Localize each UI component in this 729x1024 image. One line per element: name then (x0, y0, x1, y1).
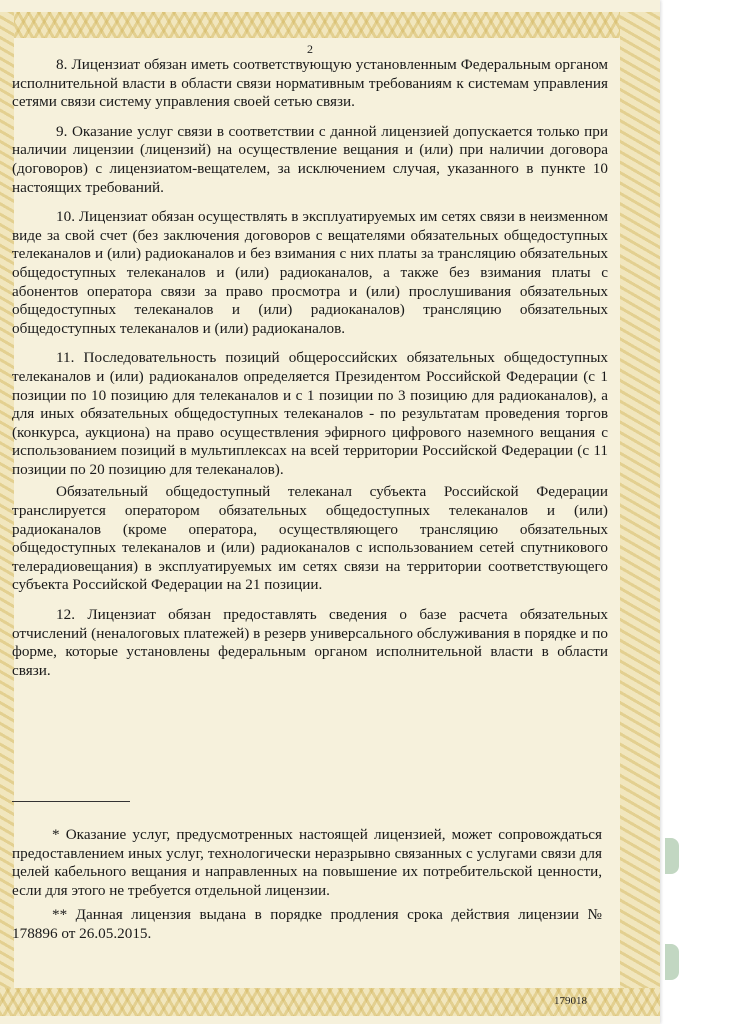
paragraph-11-continued: Обязательный общедоступный телеканал субъекта Российской Федерации транслируется оператором обязательных общедоступных телеканалов и (или) радиоканалов (кроме оператора, осуществляющего трансляцию обязательных общедоступных телеканалов и (или) радиоканалов с использованием сетей спутникового телерадиовещания) в эксплуатируемых им сетях связи на территории соответствующего субъекта Российской Федерации на 21 позиции. (12, 483, 608, 594)
page-number: 2 (307, 42, 313, 56)
footnote-divider (12, 801, 130, 802)
ornamental-border-right (620, 12, 660, 1016)
footnotes (12, 826, 602, 944)
ornamental-border-top (0, 12, 660, 38)
serial-number: 179018 (554, 995, 587, 1007)
paragraph-8: 8. Лицензиат обязан иметь соответствующую установленным Федеральным органом исполнительной власти в области связи нормативным требованиям к системам управления сетями связи систему управления своей сетью связи. (12, 56, 608, 111)
paragraph-10: 10. Лицензиат обязан осуществлять в эксплуатируемых им сетях связи в неизменном виде за свой счет (без заключения договоров с вещателями обязательных общедоступных телеканалов и (или) радиоканалов и без взимания с них платы за трансляцию обязательных общедоступных телеканалов и (или) радиоканалов, а также без взимания платы с абонентов оператора связи за право просмотра и (или) прослушивания обязательных общедоступных телеканалов и (или) радиоканалов) трансляцию обязательных общедоступных телеканалов и (или) радиоканалов. (12, 208, 608, 337)
license-requirements (12, 56, 608, 680)
footnote-2: ** Данная лицензия выдана в порядке продления срока действия лицензии № 178896 от 26.05.2015. (12, 906, 602, 942)
paragraph-12: 12. Лицензиат обязан предоставлять сведения о базе расчета обязательных отчислений (неналоговых платежей) в резерв универсального обслуживания в порядке и по форме, которые установлены федеральным органом исполнительной власти в области связи. (12, 606, 608, 679)
paragraph-11: 11. Последовательность позиций общероссийских обязательных общедоступных телеканалов и (или) радиоканалов определяется Президентом Российской Федерации (с 1 позиции по 10 позицию для телеканалов и с 1 позиции по 3 позицию для радиоканалов), а для иных обязательных общедоступных телеканалов - по результатам проведения торгов (конкурса, аукциона) на право осуществления эфирного цифрового наземного вещания с использованием позиций в мультиплексах на всей территории Российской Федерации (с 11 позиции по 20 позицию для телеканалов). (12, 349, 608, 478)
microtext-line (90, 995, 510, 1003)
binding-tab-lower (665, 944, 679, 980)
paragraph-9: 9. Оказание услуг связи в соответствии с данной лицензией допускается только при наличии лицензии (лицензий) на осуществление вещания и (или) при наличии договора (договоров) с лицензиатом-вещателем, за исключением случая, указанного в пункте 10 настоящих требований. (12, 122, 608, 196)
footnote-1: * Оказание услуг, предусмотренных настоящей лицензией, может сопровождаться предоставлением иных услуг, технологически неразрывно связанных с услугами связи для целей кабельного вещания и направленных на повышение их потребительской ценности, если для этого не требуется отдельной лицензии. (12, 826, 602, 899)
binding-tab-upper (665, 838, 679, 874)
